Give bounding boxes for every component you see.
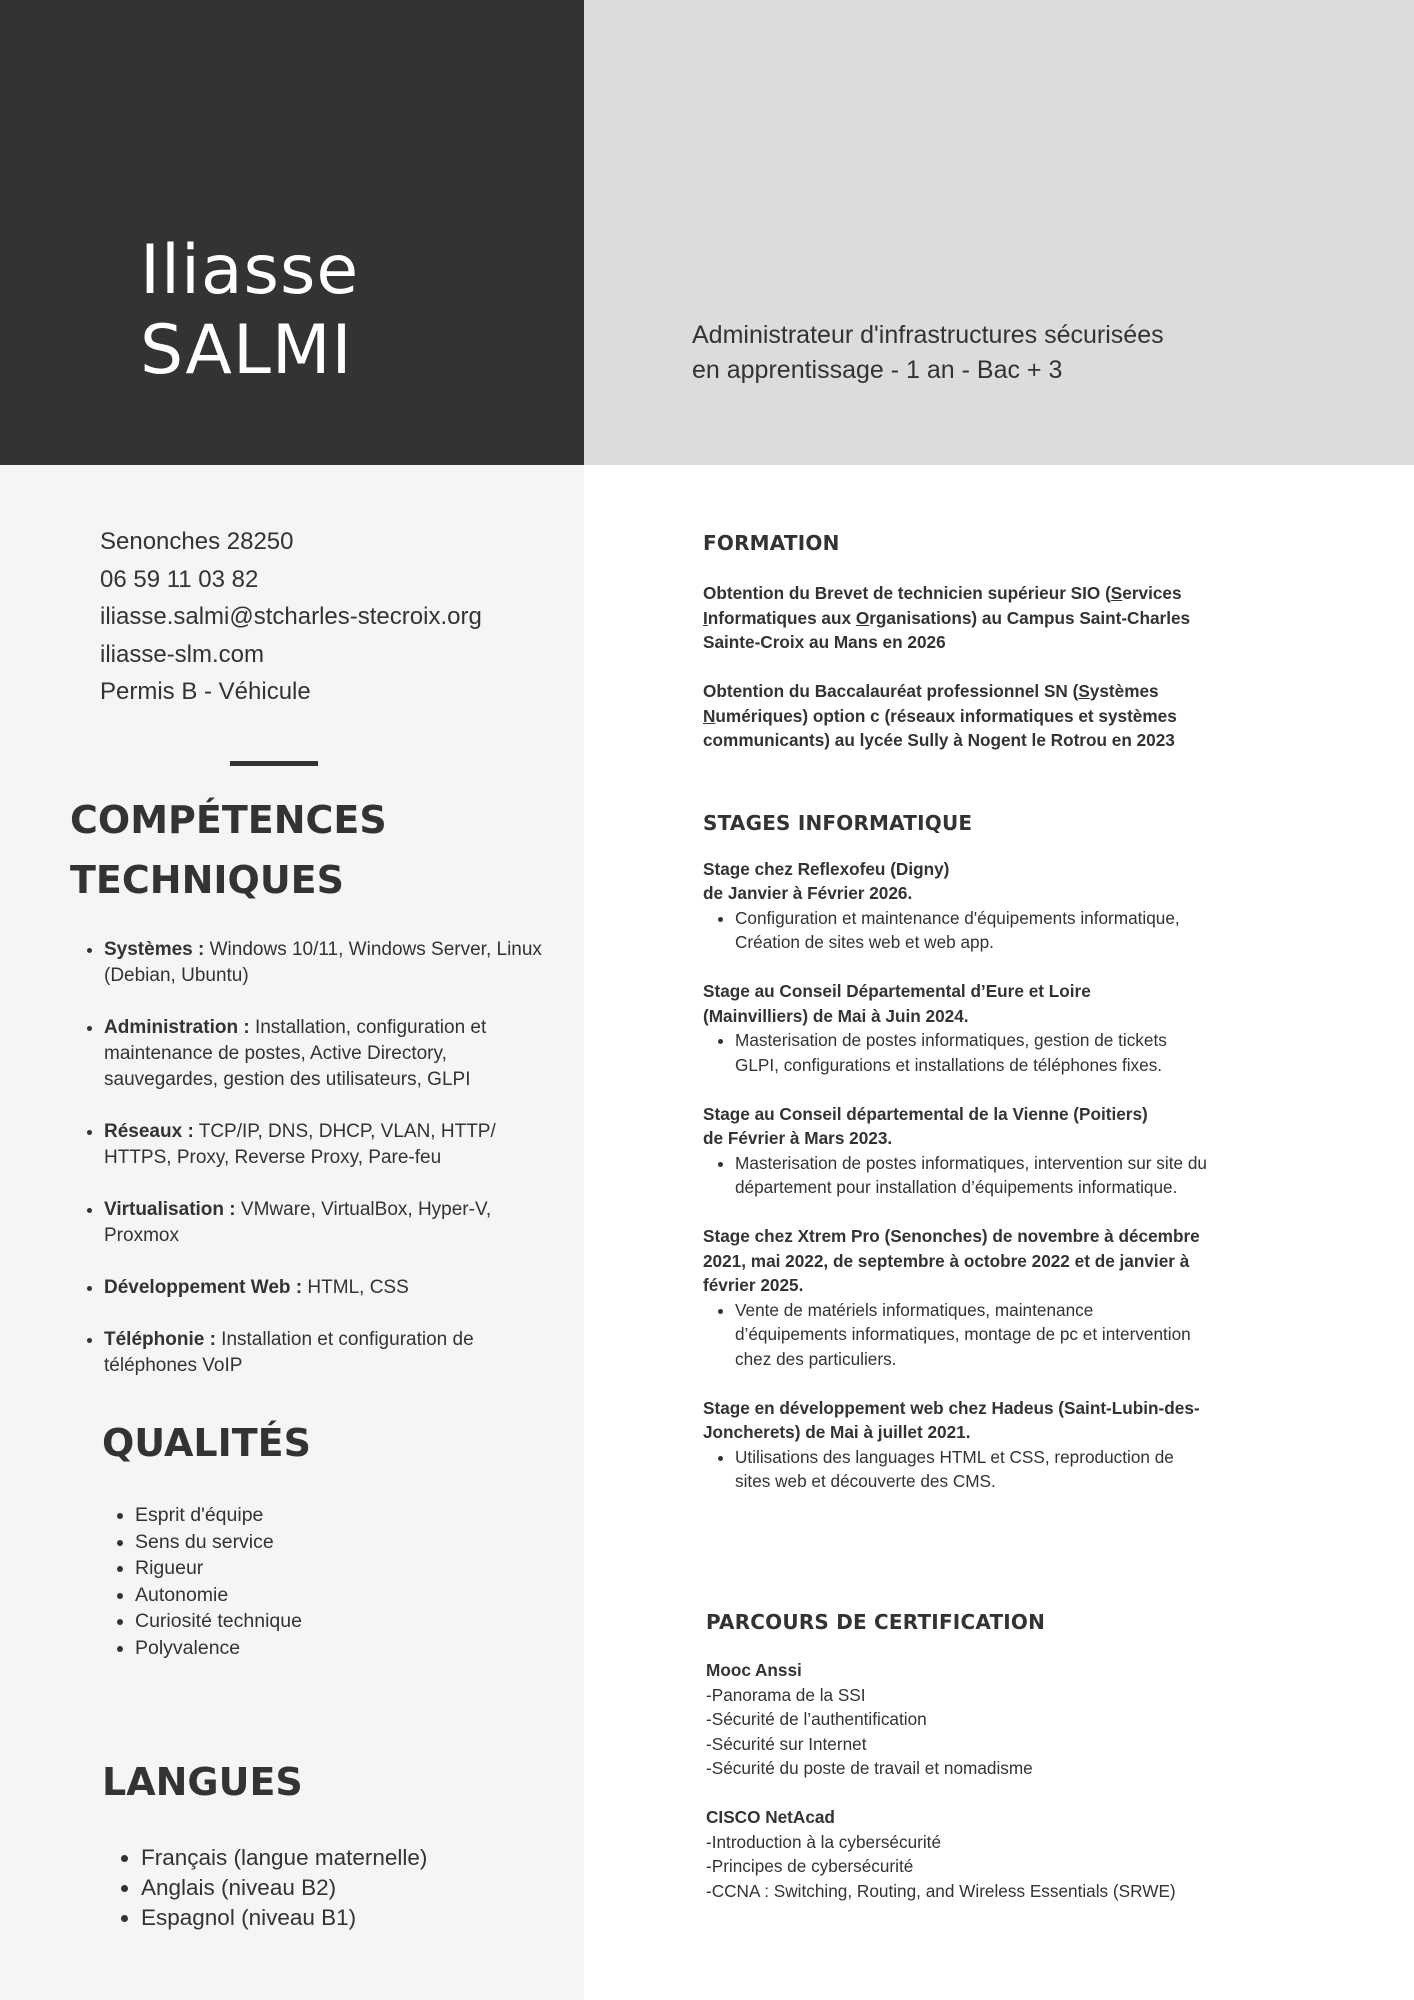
- skill-text: TCP/IP, DNS, DHCP, VLAN, HTTP/ HTTPS, Proxy, Reverse Proxy, Pare-feu: [104, 1121, 496, 1168]
- stage-entry: [703, 857, 1208, 955]
- list-item: [104, 937, 554, 989]
- cert-line: -Sécurité de l’authentification: [706, 1709, 927, 1729]
- divider: [230, 761, 318, 766]
- certification-heading: PARCOURS DE CERTIFICATION: [706, 1610, 1046, 1634]
- stage-title: de Février à Mars 2023.: [703, 1128, 893, 1148]
- list-item: [104, 1015, 554, 1093]
- last-name: SALMI: [140, 311, 353, 390]
- spacer: [703, 837, 1208, 857]
- cert-line: -Sécurité sur Internet: [706, 1733, 867, 1754]
- list-item: [104, 1275, 554, 1301]
- list-item: • Configuration et maintenance d'équipements informatique, Création de sites web et web app.: [735, 906, 1208, 955]
- stage-title: Stage chez Xtrem Pro (Senonches) de novembre à décembre 2021, mai 2022, de septembre à octobre 2022 et de janvier à février 2025.: [703, 1226, 1200, 1295]
- stage-entry: [703, 1224, 1208, 1371]
- list-item: [104, 1327, 554, 1379]
- skill-text: Installation, configuration et maintenance de postes, Active Directory, sauvegardes, gestion des utilisateurs, GLPI: [104, 1017, 487, 1090]
- main-column: [703, 529, 1208, 1494]
- stage-title: Stage en développement web chez Hadeus (Saint-Lubin-des-Joncherets) de Mai à juillet 2021.: [703, 1397, 1200, 1442]
- formation-bac: [703, 679, 1208, 753]
- list-item: • Autonomie: [135, 1582, 302, 1609]
- skill-label: Systèmes :: [104, 939, 205, 960]
- list-item: • Polyvalence: [135, 1635, 302, 1662]
- text: S: [1110, 583, 1123, 603]
- stage-title: (Mainvilliers) de Mai à Juin 2024.: [703, 1005, 969, 1026]
- qualities-list: [101, 1502, 302, 1662]
- stage-title: de Janvier à Février 2026.: [703, 883, 913, 903]
- skill-label: Téléphonie :: [104, 1329, 216, 1350]
- candidate-name: [140, 231, 359, 391]
- stage-bullets: [703, 906, 1208, 955]
- text: ystèmes: [1089, 681, 1159, 701]
- text: umériques) option c (réseaux informatiques et systèmes communicants) au lycée Sully à Nogent le Rotrou en 2023: [703, 705, 1177, 750]
- skills-heading-line: COMPÉTENCES: [70, 798, 387, 842]
- stage-title: Stage au Conseil Départemental d’Eure et Loire: [703, 981, 1091, 1001]
- list-item: • Utilisations des languages HTML et CSS, reproduction de sites web et découverte des CMS.: [735, 1445, 1208, 1494]
- cert-line: -Panorama de la SSI: [706, 1684, 866, 1705]
- header-title-panel: [584, 0, 1414, 465]
- job-title: [692, 318, 1164, 388]
- first-name: Iliasse: [140, 231, 360, 310]
- spacer: [703, 557, 1208, 581]
- cert-line: -Sécurité du poste de travail et nomadisme: [706, 1758, 1033, 1778]
- text: I: [703, 607, 708, 628]
- list-item: • Espagnol (niveau B1): [141, 1903, 427, 1933]
- formation-bts: [703, 581, 1208, 655]
- stage-bullets: [703, 1151, 1208, 1200]
- skill-text: VMware, VirtualBox, Hyper-V, Proxmox: [104, 1199, 492, 1246]
- stage-bullets: [703, 1298, 1208, 1372]
- skills-heading-line: TECHNIQUES: [70, 858, 344, 902]
- skills-list: [78, 937, 554, 1405]
- text: O: [855, 607, 870, 628]
- certification-section: [706, 1608, 1211, 1903]
- stage-entry: [703, 1396, 1208, 1494]
- skill-label: Développement Web :: [104, 1277, 303, 1298]
- skills-heading: [70, 790, 387, 910]
- contact-website: iliasse-slm.com: [100, 640, 265, 668]
- formation-heading: FORMATION: [703, 531, 840, 555]
- contact-license: Permis B - Véhicule: [100, 678, 311, 705]
- job-title-line: en apprentissage - 1 an - Bac + 3: [692, 356, 1063, 384]
- cert-line: -CCNA : Switching, Routing, and Wireless Essentials (SRWE): [706, 1880, 1176, 1901]
- list-item: • Français (langue maternelle): [141, 1843, 427, 1873]
- text: rganisations) au Campus Saint-Charles Sainte-Croix au Mans en 2026: [703, 607, 1191, 652]
- contact-phone: 06 59 11 03 82: [100, 565, 259, 593]
- list-item: [104, 1197, 554, 1249]
- text: ervices: [1122, 583, 1182, 603]
- languages-list: [105, 1843, 427, 1933]
- cert-cisco: [706, 1805, 1211, 1903]
- list-item: • Sens du service: [135, 1529, 302, 1556]
- cert-line: -Principes de cybersécurité: [706, 1856, 914, 1876]
- skill-text: HTML, CSS: [302, 1277, 409, 1298]
- spacer: [706, 1636, 1211, 1658]
- text: S: [1078, 681, 1090, 701]
- stages-heading: STAGES INFORMATIQUE: [703, 810, 973, 835]
- cert-title: Mooc Anssi: [706, 1660, 802, 1680]
- list-item: [104, 1119, 554, 1171]
- list-item: • Vente de matériels informatiques, maintenance d’équipements informatiques, montage de pc et intervention chez des particuliers.: [735, 1298, 1208, 1372]
- spacer: [703, 753, 1208, 809]
- text: Obtention du Baccalauréat professionnel SN (: [703, 681, 1079, 701]
- list-item: • Curiosité technique: [135, 1608, 302, 1635]
- list-item: • Esprit d'équipe: [135, 1502, 302, 1529]
- stage-entry: [703, 979, 1208, 1077]
- list-item: • Rigueur: [135, 1555, 302, 1582]
- cert-title: CISCO NetAcad: [706, 1807, 835, 1827]
- languages-heading: LANGUES: [102, 1760, 303, 1804]
- list-item: • Masterisation de postes informatiques, intervention sur site du département pour installation d’équipements informatique.: [735, 1151, 1208, 1200]
- text: nformatiques aux: [707, 607, 856, 628]
- contact-info: [100, 523, 482, 711]
- skill-label: Administration :: [104, 1017, 250, 1038]
- list-item: • Anglais (niveau B2): [141, 1873, 427, 1903]
- stage-title: Stage chez Reflexofeu (Digny): [703, 858, 950, 879]
- stage-title: Stage au Conseil départemental de la Vienne (Poitiers): [703, 1103, 1148, 1124]
- skill-label: Virtualisation :: [104, 1199, 236, 1220]
- stage-bullets: [703, 1445, 1208, 1494]
- stage-entry: [703, 1102, 1208, 1200]
- cert-line: -Introduction à la cybersécurité: [706, 1831, 942, 1852]
- contact-location: Senonches 28250: [100, 528, 294, 555]
- text: Obtention du Brevet de technicien supérieur SIO (: [703, 583, 1111, 603]
- qualities-heading: QUALITÉS: [102, 1421, 311, 1465]
- skill-text: Windows 10/11, Windows Server, Linux (Debian, Ubuntu): [104, 939, 542, 986]
- skill-label: Réseaux :: [104, 1121, 194, 1142]
- skill-text: Installation et configuration de téléphones VoIP: [104, 1329, 474, 1376]
- cert-anssi: [706, 1658, 1211, 1781]
- contact-email: iliasse.salmi@stcharles-stecroix.org: [100, 603, 482, 630]
- list-item: • Masterisation de postes informatiques, gestion de tickets GLPI, configurations et installations de téléphones fixes.: [735, 1028, 1208, 1077]
- job-title-line: Administrateur d'infrastructures sécurisées: [692, 321, 1164, 349]
- text: N: [703, 705, 716, 726]
- stage-bullets: [703, 1028, 1208, 1077]
